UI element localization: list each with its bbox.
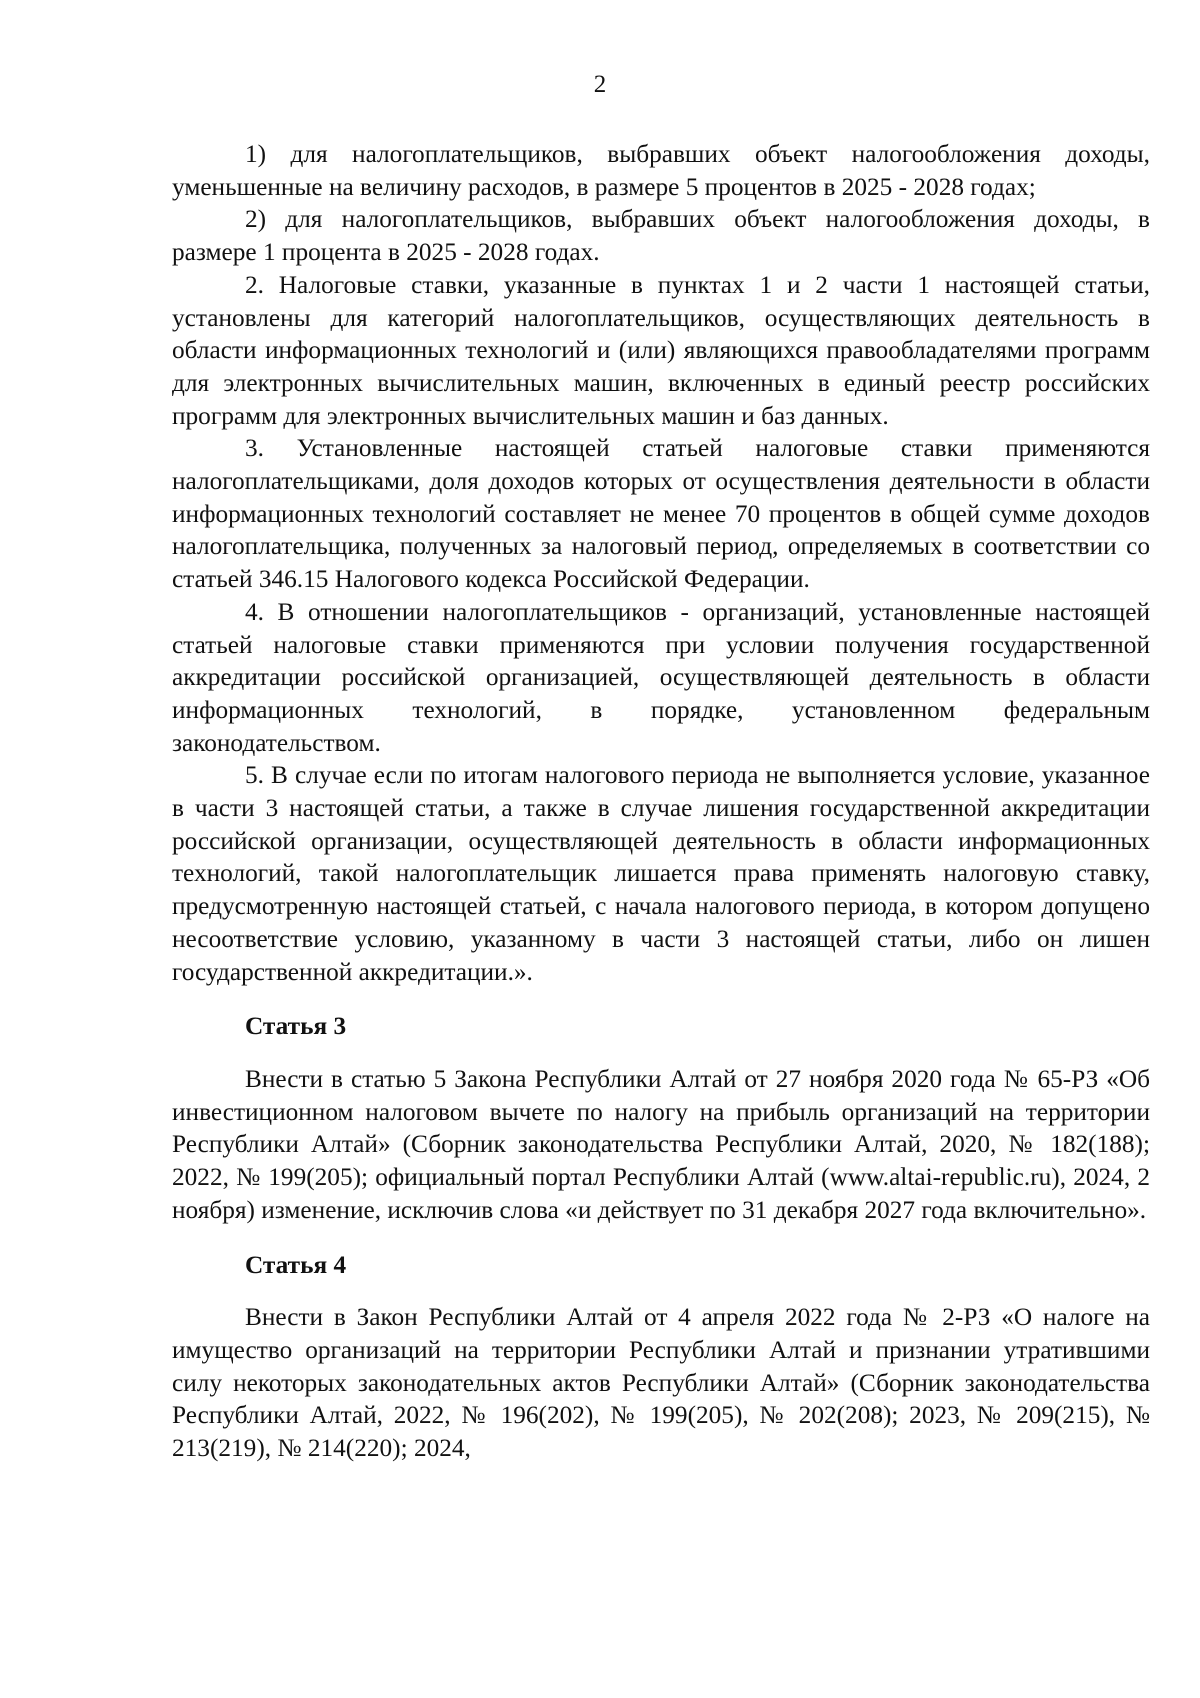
paragraph-part-3: 3. Установленные настоящей статьей налоговые ставки применяются налогоплательщиками, доля доходов которых от осуществления деятельности в области информационных технологий составляет не менее 70 процентов в общей сумме доходов налогоплательщика, полученных за налоговый период, определяемых в соответствии со статьей 346.15 Налогового кодекса Российской Федерации. — [172, 434, 1150, 594]
article-3-text: Внести в статью 5 Закона Республики Алтай от 27 ноября 2020 года № 65-РЗ «Об инвестиционном налоговом вычете по налогу на прибыль организаций на территории Республики Алтай» (Сборник законодательства Республики Алтай, 2020, № 182(188); 2022, № 199(205); официальный портал Республики Алтай (www.altai-republic.ru), 2024, 2 ноября) изменение, исключив слова «и действует по 31 декабря 2027 года включительно». — [172, 1064, 1150, 1224]
paragraph-part-4: 4. В отношении налогоплательщиков - организаций, установленные настоящей статьей налоговые ставки применяются при условии получения государственной аккредитации российской организацией, осуществляющей деятельность в области информационных технологий, в порядке, установленном федеральным законодательством. — [172, 597, 1150, 757]
article-4-text: Внести в Закон Республики Алтай от 4 апреля 2022 года № 2-РЗ «О налоге на имущество организаций на территории Республики Алтай и признании утратившими силу некоторых законодательных актов Республики Алтай» (Сборник законодательства Республики Алтай, 2022, № 196(202), № 199(205), № 202(208); 2023, № 209(215), № 213(219), № 214(220); 2024, — [172, 1303, 1150, 1463]
document-body — [172, 138, 1150, 1465]
paragraph-item-1: 1) для налогоплательщиков, выбравших объект налогообложения доходы, уменьшенные на величину расходов, в размере 5 процентов в 2025 - 2028 годах; — [172, 140, 1150, 201]
paragraph-part-2: 2. Налоговые ставки, указанные в пунктах 1 и 2 части 1 настоящей статьи, установлены для категорий налогоплательщиков, осуществляющих деятельность в области информационных технологий и (или) являющихся правообладателями программ для электронных вычислительных машин, включенных в единый реестр российских программ для электронных вычислительных машин и баз данных. — [172, 270, 1150, 430]
page-number: 2 — [593, 71, 607, 98]
article-4-title: Статья 4 — [245, 1250, 347, 1279]
article-3-title: Статья 3 — [245, 1012, 347, 1041]
paragraph-part-5: 5. В случае если по итогам налогового периода не выполняется условие, указанное в части 3 настоящей статьи, а также в случае лишения государственной аккредитации российской организации, осуществляющей деятельность в области информационных технологий, такой налогоплательщик лишается права применять налоговую ставку, предусмотренную настоящей статьей, с начала налогового периода, в котором допущено несоответствие условию, указанному в части 3 настоящей статьи, либо он лишен государственной аккредитации.». — [172, 761, 1150, 986]
paragraph-item-2: 2) для налогоплательщиков, выбравших объект налогообложения доходы, в размере 1 процента в 2025 - 2028 годах. — [172, 205, 1150, 267]
